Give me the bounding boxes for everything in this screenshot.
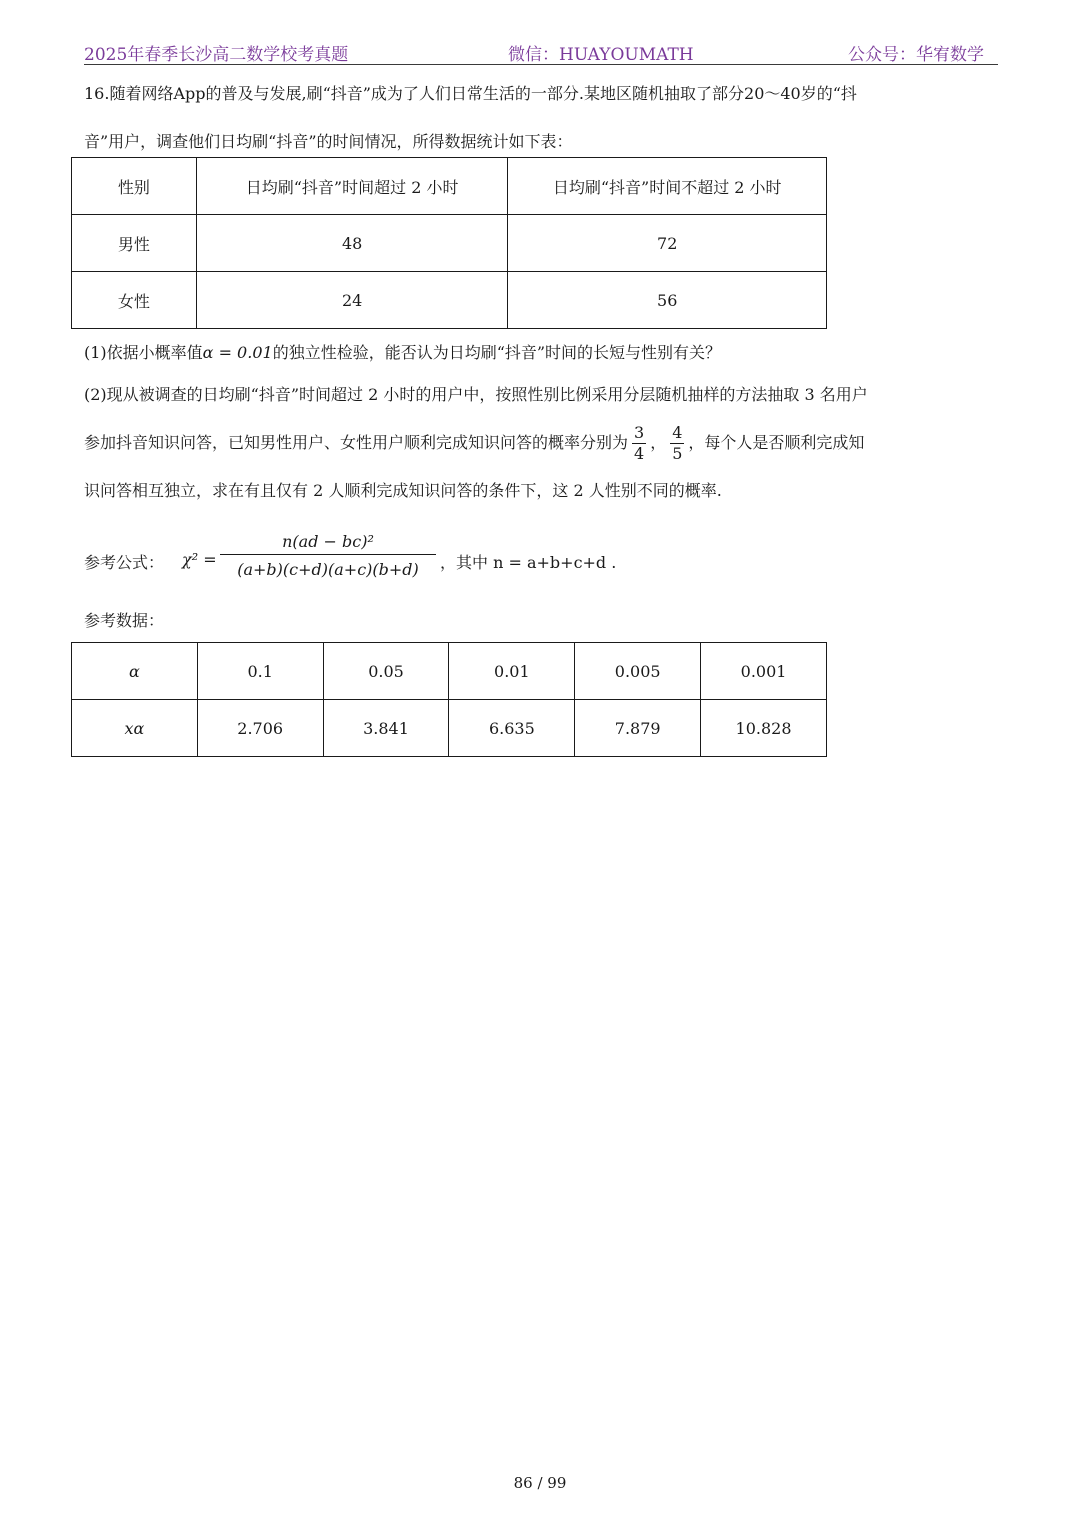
q2-line-3: 识问答相互独立，求在有且仅有 2 人顺利完成知识问答的条件下，这 2 人性别不同的概率. (84, 481, 722, 500)
q1-suffix: 的独立性检验，能否认为日均刷“抖音”时间的长短与性别有关？ (272, 343, 722, 362)
fraction-numerator: 3 (634, 423, 645, 442)
alpha-row-label: α (72, 643, 198, 700)
problem-statement (84, 70, 998, 166)
q2-line-2-suffix: ，每个人是否顺利完成知 (688, 433, 865, 452)
table-cell: 0.05 (323, 643, 449, 700)
table-cell: 56 (508, 272, 827, 329)
fraction-male-probability (632, 423, 646, 464)
table-header-cell: 性别 (72, 158, 197, 215)
q1-alpha-math: α = 0.01 (202, 343, 273, 362)
table-cell: 0.01 (449, 643, 575, 700)
table-cell: 0.1 (197, 643, 323, 700)
question-1 (84, 329, 998, 377)
q2-separator: ， (650, 433, 667, 452)
q1-prefix: (1)依据小概率值 (84, 343, 203, 362)
formula-tail: ，其中 n = a+b+c+d . (440, 553, 617, 572)
formula-label: 参考公式： (84, 553, 165, 572)
table-cell: 3.841 (323, 700, 449, 757)
table-cell: 女性 (72, 272, 197, 329)
table-row (72, 700, 827, 757)
x-alpha-row-label: xα (72, 700, 198, 757)
formula-numerator: n(ad − bc)² (220, 530, 436, 555)
survey-table (71, 157, 827, 329)
table-cell: 6.635 (449, 700, 575, 757)
table-cell: 0.001 (701, 643, 827, 700)
fraction-female-probability (670, 423, 684, 464)
header-title: 2025年春季长沙高二数学校考真题 (84, 45, 349, 65)
problem-line-2: 音”用户，调查他们日均刷“抖音”的时间情况，所得数据统计如下表： (84, 132, 573, 151)
reference-data-label: 参考数据： (84, 611, 165, 630)
q2-line-2-prefix: 参加抖音知识问答，已知男性用户、女性用户顺利完成知识问答的概率分别为 (84, 433, 629, 452)
table-header-row (72, 158, 827, 215)
table-header-cell: 日均刷“抖音”时间不超过 2 小时 (508, 158, 827, 215)
formula-denominator: (a+b)(c+d)(a+c)(b+d) (237, 560, 419, 579)
table-cell: 24 (196, 272, 508, 329)
fraction-numerator: 4 (672, 423, 683, 442)
table-row (72, 272, 827, 329)
table-cell: 48 (196, 215, 508, 272)
q2-line-1: (2)现从被调查的日均刷“抖音”时间超过 2 小时的用户中，按照性别比例采用分层随机抽样的方法抽取 3 名用户 (84, 385, 868, 404)
table-cell: 10.828 (701, 700, 827, 757)
table-row (72, 215, 827, 272)
table-cell: 男性 (72, 215, 197, 272)
fraction-denominator: 5 (672, 444, 683, 463)
reference-data-table (71, 642, 827, 757)
fraction-denominator: 4 (634, 444, 645, 463)
problem-line-1: 16.随着网络App的普及与发展,刷“抖音”成为了人们日常生活的一部分.某地区随机抽取了部分20～40岁的“抖 (84, 84, 857, 103)
table-cell: 7.879 (575, 700, 701, 757)
header-wechat: 微信：HUAYOUMATH (508, 45, 694, 65)
page-number: 86 / 99 (513, 1474, 567, 1492)
question-2 (84, 371, 998, 515)
header-official-account: 公众号：华宥数学 (848, 45, 984, 65)
table-header-cell: 日均刷“抖音”时间超过 2 小时 (196, 158, 508, 215)
table-cell: 72 (508, 215, 827, 272)
table-cell: 0.005 (575, 643, 701, 700)
q2-line-2 (84, 419, 998, 467)
formula-lhs: χ² = (182, 550, 217, 569)
page-header (84, 38, 998, 65)
formula-fraction (220, 530, 436, 581)
table-row (72, 643, 827, 700)
table-cell: 2.706 (197, 700, 323, 757)
